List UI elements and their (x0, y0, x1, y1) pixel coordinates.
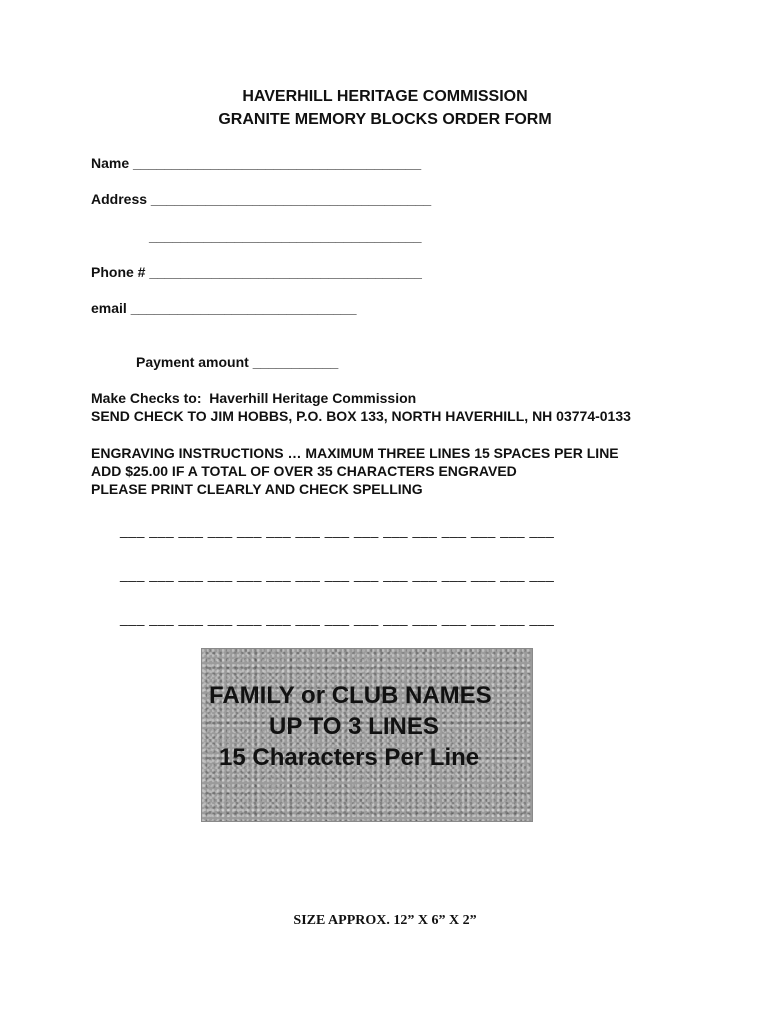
sample-line-2: UP TO 3 LINES (269, 713, 439, 740)
email-field[interactable]: email _____________________________ (91, 300, 357, 316)
send-check-address: SEND CHECK TO JIM HOBBS, P.O. BOX 133, NORTH HAVERHILL, NH 03774-0133 (91, 408, 631, 424)
form-subtitle: GRANITE MEMORY BLOCKS ORDER FORM (218, 111, 552, 128)
engraving-line-3[interactable]: ___ ___ ___ ___ ___ ___ ___ ___ ___ ___ ___ ___ ___ ___ ___ (120, 610, 555, 626)
make-checks-to: Make Checks to: Haverhill Heritage Commission (91, 390, 417, 406)
granite-block-sample-image (201, 648, 533, 822)
engraving-instructions: ENGRAVING INSTRUCTIONS … MAXIMUM THREE LINES 15 SPACES PER LINE (91, 445, 619, 461)
size-note: SIZE APPROX. 12” X 6” X 2” (293, 913, 477, 928)
name-field[interactable]: Name _____________________________________ (91, 155, 422, 171)
address-line-2-field[interactable]: ___________________________________ (149, 228, 422, 244)
form-title: HAVERHILL HERITAGE COMMISSION (242, 88, 528, 105)
sample-line-3: 15 Characters Per Line (219, 744, 480, 771)
phone-field[interactable]: Phone # ___________________________________ (91, 264, 422, 280)
engraving-line-2[interactable]: ___ ___ ___ ___ ___ ___ ___ ___ ___ ___ ___ ___ ___ ___ ___ (120, 566, 555, 582)
address-field[interactable]: Address ____________________________________ (91, 191, 432, 207)
payment-amount-field[interactable]: Payment amount ___________ (136, 354, 339, 370)
print-clearly-note: PLEASE PRINT CLEARLY AND CHECK SPELLING (91, 481, 423, 497)
engraving-line-1[interactable]: ___ ___ ___ ___ ___ ___ ___ ___ ___ ___ ___ ___ ___ ___ ___ (120, 522, 555, 538)
engraving-fee-note: ADD $25.00 IF A TOTAL OF OVER 35 CHARACTERS ENGRAVED (91, 463, 517, 479)
sample-line-1: FAMILY or CLUB NAMES (209, 682, 492, 709)
